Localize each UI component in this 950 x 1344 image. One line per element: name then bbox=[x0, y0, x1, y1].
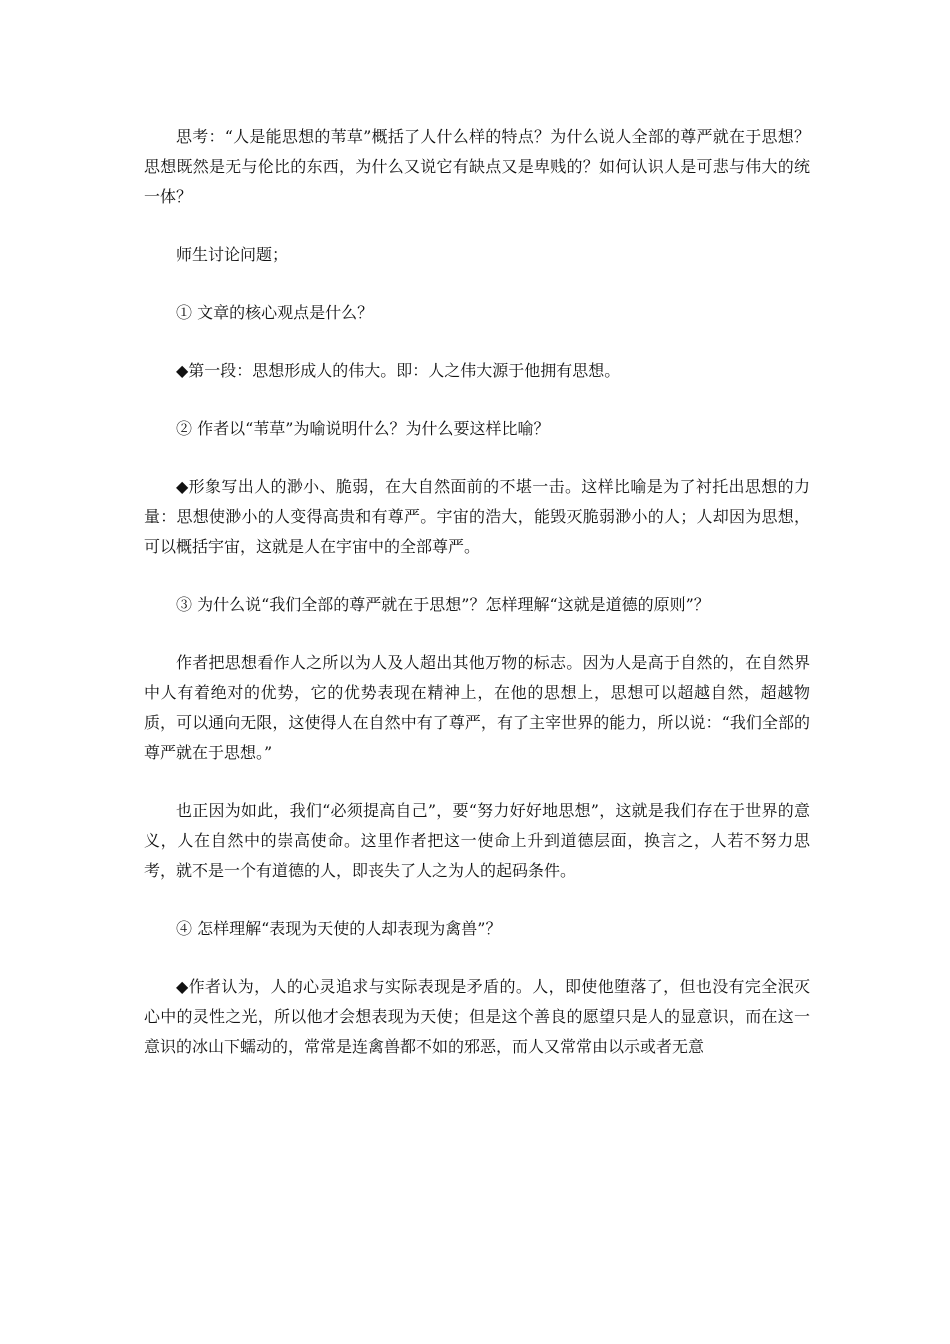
paragraph-answer-2: ◆形象写出人的渺小、脆弱，在大自然面前的不堪一击。这样比喻是为了衬托出思想的力量：思想使渺小的人变得高贵和有尊严。宇宙的浩大，能毁灭脆弱渺小的人；人却因为思想，可以概括宇宙，这就是人在宇宙中的全部尊严。 bbox=[144, 477, 810, 556]
paragraph-answer-3b: 也正因为如此，我们“必须提高自己”，要“努力好好地思想”，这就是我们存在于世界的意义，人在自然中的崇高使命。这里作者把这一使命上升到道德层面，换言之，人若不努力思考，就不是一个有道德的人，即丧失了人之为人的起码条件。 bbox=[144, 801, 810, 880]
paragraph-answer-3a: 作者把思想看作人之所以为人及人超出其他万物的标志。因为人是高于自然的，在自然界中人有着绝对的优势，它的优势表现在精神上，在他的思想上，思想可以超越自然，超越物质，可以通向无限，这使得人在自然中有了尊严，有了主宰世界的能力，所以说：“我们全部的尊严就在于思想。” bbox=[144, 653, 810, 762]
paragraph-question-1: ① 文章的核心观点是什么？ bbox=[176, 303, 374, 322]
paragraph-question-2: ② 作者以“苇草”为喻说明什么？为什么要这样比喻？ bbox=[176, 419, 550, 438]
paragraph-answer-4: ◆作者认为，人的心灵追求与实际表现是矛盾的。人，即使他堕落了，但也没有完全泯灭心中的灵性之光，所以他才会想表现为天使；但是这个善良的愿望只是人的显意识，而在这一意识的冰山下蠕动的，常常是连禽兽都不如的邪恶，而人又常常由以示或者无意 bbox=[144, 977, 810, 1056]
paragraph-question-4: ④ 怎样理解“表现为天使的人却表现为禽兽”？ bbox=[176, 919, 502, 938]
paragraph-discussion-intro: 师生讨论问题； bbox=[176, 245, 289, 264]
document-body bbox=[144, 122, 810, 1090]
paragraph-think-question: 思考：“人是能思想的苇草”概括了人什么样的特点？为什么说人全部的尊严就在于思想？思想既然是无与伦比的东西，为什么又说它有缺点又是卑贱的？如何认识人是可悲与伟大的统一体？ bbox=[144, 127, 810, 206]
paragraph-answer-1: ◆第一段：思想形成人的伟大。即：人之伟大源于他拥有思想。 bbox=[176, 361, 621, 380]
paragraph-question-3: ③ 为什么说“我们全部的尊严就在于思想”？怎样理解“这就是道德的原则”？ bbox=[176, 595, 710, 614]
